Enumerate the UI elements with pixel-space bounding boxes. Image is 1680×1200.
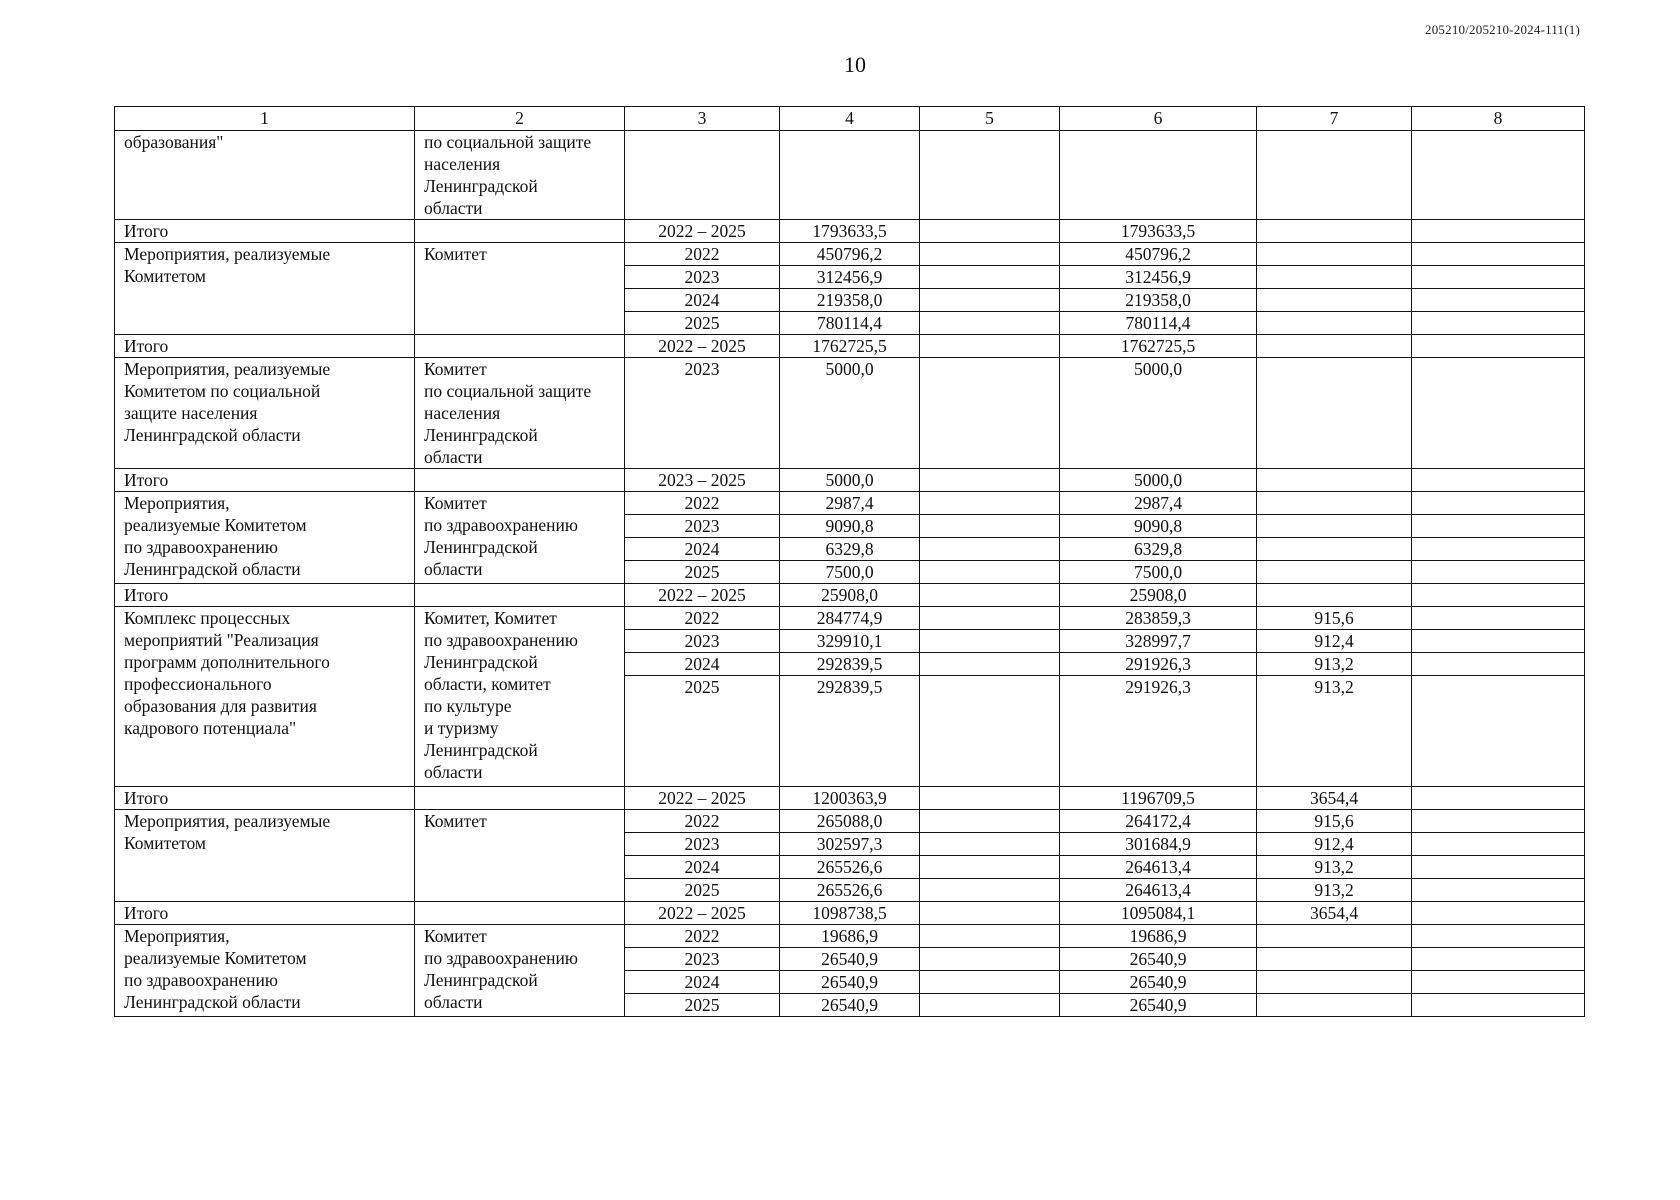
total-cell: 26540,9 bbox=[780, 948, 920, 971]
executor-line: по здравоохранению bbox=[424, 630, 578, 650]
activity-name-cell bbox=[115, 220, 415, 243]
col5-cell bbox=[920, 220, 1060, 243]
total-cell: 9090,8 bbox=[780, 515, 920, 538]
activity-name-cell bbox=[115, 469, 415, 492]
year-cell bbox=[625, 131, 780, 220]
year-cell: 2023 bbox=[625, 630, 780, 653]
col7-cell bbox=[1257, 925, 1412, 948]
year-cell: 2025 bbox=[625, 676, 780, 787]
total-cell: 6329,8 bbox=[780, 538, 920, 561]
year-cell: 2023 bbox=[625, 948, 780, 971]
total-cell: 312456,9 bbox=[780, 266, 920, 289]
total-cell: 1200363,9 bbox=[780, 787, 920, 810]
year-cell: 2025 bbox=[625, 879, 780, 902]
total-cell: 26540,9 bbox=[780, 994, 920, 1017]
activity-name-cell bbox=[115, 131, 415, 220]
col6-cell: 780114,4 bbox=[1060, 312, 1257, 335]
executor-line: Комитет bbox=[424, 244, 487, 264]
activity-name-line: Итого bbox=[124, 221, 169, 241]
col6-cell: 25908,0 bbox=[1060, 584, 1257, 607]
col7-cell bbox=[1257, 561, 1412, 584]
col7-cell: 3654,4 bbox=[1257, 902, 1412, 925]
executor-cell bbox=[415, 902, 625, 925]
year-cell: 2024 bbox=[625, 289, 780, 312]
activity-name-line: Ленинградской области bbox=[124, 992, 301, 1012]
col5-cell bbox=[920, 584, 1060, 607]
year-cell: 2025 bbox=[625, 312, 780, 335]
col6-cell: 291926,3 bbox=[1060, 676, 1257, 787]
activity-name-line: Итого bbox=[124, 336, 169, 356]
col8-cell bbox=[1412, 515, 1585, 538]
executor-cell bbox=[415, 220, 625, 243]
total-row bbox=[115, 584, 1585, 607]
column-header: 7 bbox=[1257, 107, 1412, 131]
total-cell: 329910,1 bbox=[780, 630, 920, 653]
executor-cell bbox=[415, 810, 625, 902]
col6-cell: 5000,0 bbox=[1060, 469, 1257, 492]
activity-name-line: Мероприятия, реализуемые bbox=[124, 811, 331, 831]
col5-cell bbox=[920, 676, 1060, 787]
col6-cell: 219358,0 bbox=[1060, 289, 1257, 312]
column-header: 1 bbox=[115, 107, 415, 131]
activity-name-cell bbox=[115, 810, 415, 902]
year-cell: 2022 – 2025 bbox=[625, 584, 780, 607]
year-cell: 2023 bbox=[625, 833, 780, 856]
col8-cell bbox=[1412, 948, 1585, 971]
col7-cell bbox=[1257, 584, 1412, 607]
total-cell: 1762725,5 bbox=[780, 335, 920, 358]
col8-cell bbox=[1412, 538, 1585, 561]
activity-name-line: Итого bbox=[124, 470, 169, 490]
col5-cell bbox=[920, 810, 1060, 833]
col8-cell bbox=[1412, 653, 1585, 676]
activity-name-line: реализуемые Комитетом bbox=[124, 515, 307, 535]
total-cell: 284774,9 bbox=[780, 607, 920, 630]
table-row bbox=[115, 243, 1585, 266]
col8-cell bbox=[1412, 584, 1585, 607]
total-cell: 292839,5 bbox=[780, 676, 920, 787]
col5-cell bbox=[920, 266, 1060, 289]
activity-name-line: Комитетом по социальной bbox=[124, 381, 321, 401]
col7-cell: 915,6 bbox=[1257, 810, 1412, 833]
total-cell: 19686,9 bbox=[780, 925, 920, 948]
col6-cell: 264613,4 bbox=[1060, 856, 1257, 879]
activity-name-cell bbox=[115, 358, 415, 469]
col8-cell bbox=[1412, 971, 1585, 994]
executor-line: по здравоохранению bbox=[424, 948, 578, 968]
executor-line: области, комитет bbox=[424, 674, 551, 694]
column-header: 2 bbox=[415, 107, 625, 131]
col8-cell bbox=[1412, 856, 1585, 879]
col8-cell bbox=[1412, 335, 1585, 358]
col8-cell bbox=[1412, 220, 1585, 243]
activity-name-line: профессионального bbox=[124, 674, 272, 694]
col7-cell: 913,2 bbox=[1257, 653, 1412, 676]
activity-name-line: по здравоохранению bbox=[124, 537, 278, 557]
year-cell: 2024 bbox=[625, 653, 780, 676]
col8-cell bbox=[1412, 289, 1585, 312]
col5-cell bbox=[920, 879, 1060, 902]
executor-cell bbox=[415, 131, 625, 220]
col6-cell: 1196709,5 bbox=[1060, 787, 1257, 810]
col6-cell: 264172,4 bbox=[1060, 810, 1257, 833]
total-cell: 292839,5 bbox=[780, 653, 920, 676]
col7-cell: 912,4 bbox=[1257, 833, 1412, 856]
col7-cell bbox=[1257, 358, 1412, 469]
col5-cell bbox=[920, 469, 1060, 492]
year-cell: 2022 bbox=[625, 492, 780, 515]
col8-cell bbox=[1412, 492, 1585, 515]
executor-line: области bbox=[424, 559, 483, 579]
col5-cell bbox=[920, 630, 1060, 653]
activity-name-line: кадрового потенциала" bbox=[124, 718, 297, 738]
year-cell: 2024 bbox=[625, 856, 780, 879]
col8-cell bbox=[1412, 630, 1585, 653]
col5-cell bbox=[920, 856, 1060, 879]
col5-cell bbox=[920, 653, 1060, 676]
year-cell: 2022 – 2025 bbox=[625, 902, 780, 925]
col5-cell bbox=[920, 971, 1060, 994]
col6-cell: 26540,9 bbox=[1060, 948, 1257, 971]
col5-cell bbox=[920, 787, 1060, 810]
executor-cell bbox=[415, 335, 625, 358]
col5-cell bbox=[920, 607, 1060, 630]
activity-name-line: Мероприятия, реализуемые bbox=[124, 359, 331, 379]
executor-line: Комитет bbox=[424, 926, 487, 946]
col5-cell bbox=[920, 312, 1060, 335]
col5-cell bbox=[920, 925, 1060, 948]
year-cell: 2022 bbox=[625, 925, 780, 948]
executor-line: Ленинградской bbox=[424, 740, 538, 760]
executor-cell bbox=[415, 243, 625, 335]
total-row bbox=[115, 335, 1585, 358]
total-cell: 1098738,5 bbox=[780, 902, 920, 925]
year-cell: 2023 bbox=[625, 515, 780, 538]
executor-line: Ленинградской bbox=[424, 537, 538, 557]
executor-cell bbox=[415, 925, 625, 1017]
executor-cell bbox=[415, 469, 625, 492]
executor-line: Комитет bbox=[424, 359, 487, 379]
col7-cell bbox=[1257, 971, 1412, 994]
col6-cell: 312456,9 bbox=[1060, 266, 1257, 289]
executor-line: Комитет bbox=[424, 811, 487, 831]
executor-line: населения bbox=[424, 154, 501, 174]
activity-name-cell bbox=[115, 925, 415, 1017]
executor-line: населения bbox=[424, 403, 501, 423]
executor-line: по здравоохранению bbox=[424, 515, 578, 535]
col5-cell bbox=[920, 492, 1060, 515]
col8-cell bbox=[1412, 787, 1585, 810]
page-number: 10 bbox=[844, 52, 866, 77]
table-row bbox=[115, 810, 1585, 833]
executor-line: Комитет, Комитет bbox=[424, 608, 557, 628]
total-cell: 265526,6 bbox=[780, 879, 920, 902]
col5-cell bbox=[920, 131, 1060, 220]
executor-line: и туризму bbox=[424, 718, 499, 738]
year-cell: 2023 – 2025 bbox=[625, 469, 780, 492]
col6-cell: 2987,4 bbox=[1060, 492, 1257, 515]
activity-name-cell bbox=[115, 902, 415, 925]
activity-name-line: программ дополнительного bbox=[124, 652, 330, 672]
col6-cell: 5000,0 bbox=[1060, 358, 1257, 469]
col6-cell: 283859,3 bbox=[1060, 607, 1257, 630]
col8-cell bbox=[1412, 994, 1585, 1017]
col8-cell bbox=[1412, 607, 1585, 630]
col6-cell: 264613,4 bbox=[1060, 879, 1257, 902]
total-row bbox=[115, 902, 1585, 925]
col5-cell bbox=[920, 902, 1060, 925]
col8-cell bbox=[1412, 131, 1585, 220]
activity-name-line: Мероприятия, bbox=[124, 926, 230, 946]
activity-name-cell bbox=[115, 787, 415, 810]
col7-cell bbox=[1257, 515, 1412, 538]
col7-cell bbox=[1257, 948, 1412, 971]
col6-cell: 7500,0 bbox=[1060, 561, 1257, 584]
col5-cell bbox=[920, 561, 1060, 584]
col7-cell: 913,2 bbox=[1257, 676, 1412, 787]
col5-cell bbox=[920, 243, 1060, 266]
column-header: 4 bbox=[780, 107, 920, 131]
col6-cell: 26540,9 bbox=[1060, 994, 1257, 1017]
col7-cell: 913,2 bbox=[1257, 856, 1412, 879]
activity-name-cell bbox=[115, 243, 415, 335]
total-cell bbox=[780, 131, 920, 220]
executor-line: Ленинградской bbox=[424, 176, 538, 196]
table-row bbox=[115, 358, 1585, 469]
col8-cell bbox=[1412, 469, 1585, 492]
year-cell: 2022 bbox=[625, 243, 780, 266]
executor-cell bbox=[415, 607, 625, 787]
column-header: 3 bbox=[625, 107, 780, 131]
activity-name-line: Мероприятия, реализуемые bbox=[124, 244, 331, 264]
activity-name-line: Ленинградской области bbox=[124, 425, 301, 445]
col5-cell bbox=[920, 289, 1060, 312]
col6-cell: 301684,9 bbox=[1060, 833, 1257, 856]
activity-name-cell bbox=[115, 335, 415, 358]
year-cell: 2022 bbox=[625, 810, 780, 833]
activity-name-line: Итого bbox=[124, 585, 169, 605]
table-row bbox=[115, 607, 1585, 630]
col8-cell bbox=[1412, 676, 1585, 787]
activity-name-line: Комплекс процессных bbox=[124, 608, 291, 628]
year-cell: 2024 bbox=[625, 538, 780, 561]
total-cell: 302597,3 bbox=[780, 833, 920, 856]
executor-cell bbox=[415, 358, 625, 469]
activity-name-line: реализуемые Комитетом bbox=[124, 948, 307, 968]
col8-cell bbox=[1412, 833, 1585, 856]
document-id: 205210/205210-2024-111(1) bbox=[1425, 22, 1580, 37]
table-row bbox=[115, 925, 1585, 948]
activity-name-line: Комитетом bbox=[124, 833, 206, 853]
executor-line: Ленинградской bbox=[424, 970, 538, 990]
col6-cell: 19686,9 bbox=[1060, 925, 1257, 948]
col6-cell: 450796,2 bbox=[1060, 243, 1257, 266]
activity-name-line: Комитетом bbox=[124, 266, 206, 286]
column-number-row bbox=[115, 107, 1585, 131]
executor-line: по социальной защите bbox=[424, 132, 592, 152]
total-row bbox=[115, 220, 1585, 243]
col6-cell: 328997,7 bbox=[1060, 630, 1257, 653]
total-cell: 2987,4 bbox=[780, 492, 920, 515]
activity-name-line: Ленинградской области bbox=[124, 559, 301, 579]
activity-name-line: Итого bbox=[124, 788, 169, 808]
col8-cell bbox=[1412, 266, 1585, 289]
col7-cell bbox=[1257, 994, 1412, 1017]
executor-line: области bbox=[424, 447, 483, 467]
year-cell: 2022 – 2025 bbox=[625, 335, 780, 358]
total-cell: 5000,0 bbox=[780, 358, 920, 469]
executor-cell bbox=[415, 787, 625, 810]
col7-cell: 915,6 bbox=[1257, 607, 1412, 630]
col7-cell: 912,4 bbox=[1257, 630, 1412, 653]
col8-cell bbox=[1412, 810, 1585, 833]
col5-cell bbox=[920, 994, 1060, 1017]
total-cell: 1793633,5 bbox=[780, 220, 920, 243]
col7-cell bbox=[1257, 131, 1412, 220]
col5-cell bbox=[920, 358, 1060, 469]
total-cell: 219358,0 bbox=[780, 289, 920, 312]
col8-cell bbox=[1412, 902, 1585, 925]
total-cell: 265526,6 bbox=[780, 856, 920, 879]
activity-name-cell bbox=[115, 584, 415, 607]
total-row bbox=[115, 787, 1585, 810]
col5-cell bbox=[920, 948, 1060, 971]
activity-name-line: Итого bbox=[124, 903, 169, 923]
total-cell: 7500,0 bbox=[780, 561, 920, 584]
col5-cell bbox=[920, 515, 1060, 538]
col7-cell bbox=[1257, 469, 1412, 492]
col5-cell bbox=[920, 335, 1060, 358]
col7-cell bbox=[1257, 289, 1412, 312]
column-header: 5 bbox=[920, 107, 1060, 131]
col7-cell bbox=[1257, 220, 1412, 243]
col7-cell: 3654,4 bbox=[1257, 787, 1412, 810]
col8-cell bbox=[1412, 879, 1585, 902]
budget-table bbox=[114, 106, 1585, 1017]
col8-cell bbox=[1412, 312, 1585, 335]
executor-line: по культуре bbox=[424, 696, 512, 716]
col5-cell bbox=[920, 833, 1060, 856]
total-row bbox=[115, 469, 1585, 492]
total-cell: 450796,2 bbox=[780, 243, 920, 266]
table-row bbox=[115, 492, 1585, 515]
col6-cell bbox=[1060, 131, 1257, 220]
col7-cell bbox=[1257, 335, 1412, 358]
col8-cell bbox=[1412, 243, 1585, 266]
col6-cell: 26540,9 bbox=[1060, 971, 1257, 994]
year-cell: 2023 bbox=[625, 358, 780, 469]
activity-name-line: образования для развития bbox=[124, 696, 317, 716]
col7-cell bbox=[1257, 538, 1412, 561]
total-cell: 25908,0 bbox=[780, 584, 920, 607]
executor-line: области bbox=[424, 198, 483, 218]
activity-name-cell bbox=[115, 607, 415, 787]
col6-cell: 6329,8 bbox=[1060, 538, 1257, 561]
total-cell: 265088,0 bbox=[780, 810, 920, 833]
column-header: 6 bbox=[1060, 107, 1257, 131]
executor-line: Ленинградской bbox=[424, 425, 538, 445]
year-cell: 2022 – 2025 bbox=[625, 220, 780, 243]
activity-name-line: образования" bbox=[124, 132, 224, 152]
year-cell: 2024 bbox=[625, 971, 780, 994]
col7-cell bbox=[1257, 243, 1412, 266]
activity-name-line: по здравоохранению bbox=[124, 970, 278, 990]
table-row bbox=[115, 131, 1585, 220]
col8-cell bbox=[1412, 358, 1585, 469]
year-cell: 2023 bbox=[625, 266, 780, 289]
activity-name-cell bbox=[115, 492, 415, 584]
column-header: 8 bbox=[1412, 107, 1585, 131]
executor-line: Ленинградской bbox=[424, 652, 538, 672]
col6-cell: 1762725,5 bbox=[1060, 335, 1257, 358]
col7-cell bbox=[1257, 312, 1412, 335]
col7-cell bbox=[1257, 492, 1412, 515]
activity-name-line: защите населения bbox=[124, 403, 258, 423]
table-body bbox=[115, 107, 1585, 1017]
executor-cell bbox=[415, 584, 625, 607]
total-cell: 5000,0 bbox=[780, 469, 920, 492]
executor-line: Комитет bbox=[424, 493, 487, 513]
col6-cell: 1793633,5 bbox=[1060, 220, 1257, 243]
year-cell: 2025 bbox=[625, 561, 780, 584]
col7-cell bbox=[1257, 266, 1412, 289]
total-cell: 26540,9 bbox=[780, 971, 920, 994]
total-cell: 780114,4 bbox=[780, 312, 920, 335]
executor-line: по социальной защите bbox=[424, 381, 592, 401]
year-cell: 2022 – 2025 bbox=[625, 787, 780, 810]
col8-cell bbox=[1412, 561, 1585, 584]
col7-cell: 913,2 bbox=[1257, 879, 1412, 902]
col6-cell: 9090,8 bbox=[1060, 515, 1257, 538]
executor-cell bbox=[415, 492, 625, 584]
col6-cell: 291926,3 bbox=[1060, 653, 1257, 676]
activity-name-line: Мероприятия, bbox=[124, 493, 230, 513]
col6-cell: 1095084,1 bbox=[1060, 902, 1257, 925]
activity-name-line: мероприятий "Реализация bbox=[124, 630, 319, 650]
year-cell: 2025 bbox=[625, 994, 780, 1017]
col8-cell bbox=[1412, 925, 1585, 948]
year-cell: 2022 bbox=[625, 607, 780, 630]
executor-line: области bbox=[424, 762, 483, 782]
executor-line: области bbox=[424, 992, 483, 1012]
col5-cell bbox=[920, 538, 1060, 561]
